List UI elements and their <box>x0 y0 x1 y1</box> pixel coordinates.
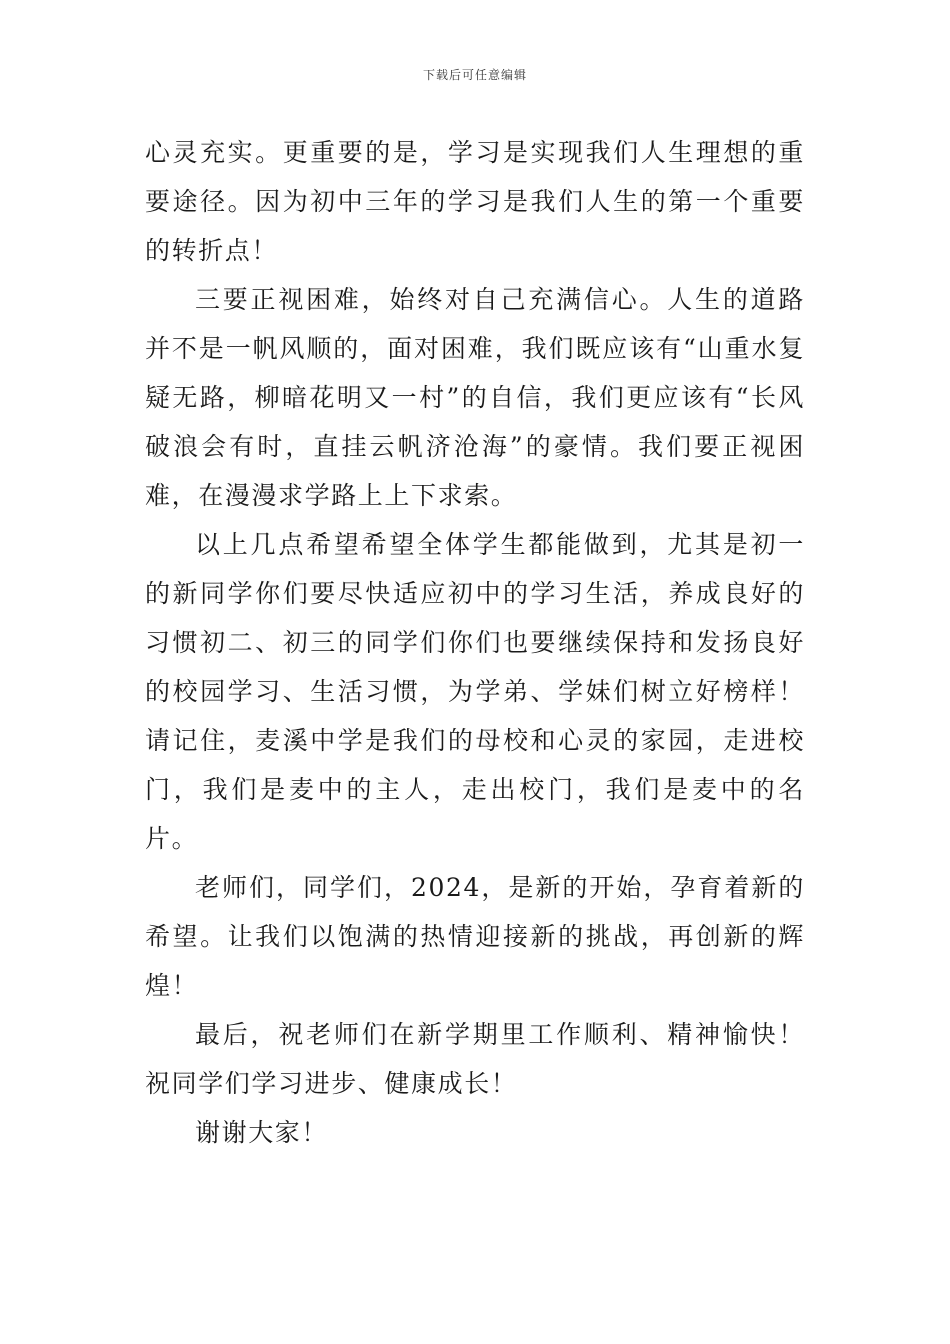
document-body <box>145 128 805 1157</box>
paragraph-thanks: 谢谢大家！ <box>195 1118 329 1147</box>
header-note: 下载后可任意编辑 <box>422 68 527 82</box>
paragraph-new-beginning: 老师们，同学们，2024，是新的开始，孕育着新的希望。让我们以饱满的热情迎接新的挑战，再创新的辉煌！ <box>145 873 805 1000</box>
paragraph-face-difficulties: 三要正视困难，始终对自己充满信心。人生的道路并不是一帆风顺的，面对困难，我们既应该有“山重水复疑无路，柳暗花明又一村”的自信，我们更应该有“长风破浪会有时，直挂云帆济沧海”的豪情。我们要正视困难，在漫漫求学路上上下求索。 <box>145 285 805 510</box>
paragraph-continued: 心灵充实。更重要的是，学习是实现我们人生理想的重要途径。因为初中三年的学习是我们人生的第一个重要的转折点！ <box>145 138 805 265</box>
paragraph-closing-wishes: 最后，祝老师们在新学期里工作顺利、精神愉快！祝同学们学习进步、健康成长！ <box>145 1020 805 1098</box>
paragraph-hopes-for-students: 以上几点希望希望全体学生都能做到，尤其是初一的新同学你们要尽快适应初中的学习生活，养成良好的习惯初二、初三的同学们你们也要继续保持和发扬良好的校园学习、生活习惯，为学弟、学妹们树立好榜样！请记住，麦溪中学是我们的母校和心灵的家园，走进校门，我们是麦中的主人，走出校门，我们是麦中的名片。 <box>145 530 805 853</box>
